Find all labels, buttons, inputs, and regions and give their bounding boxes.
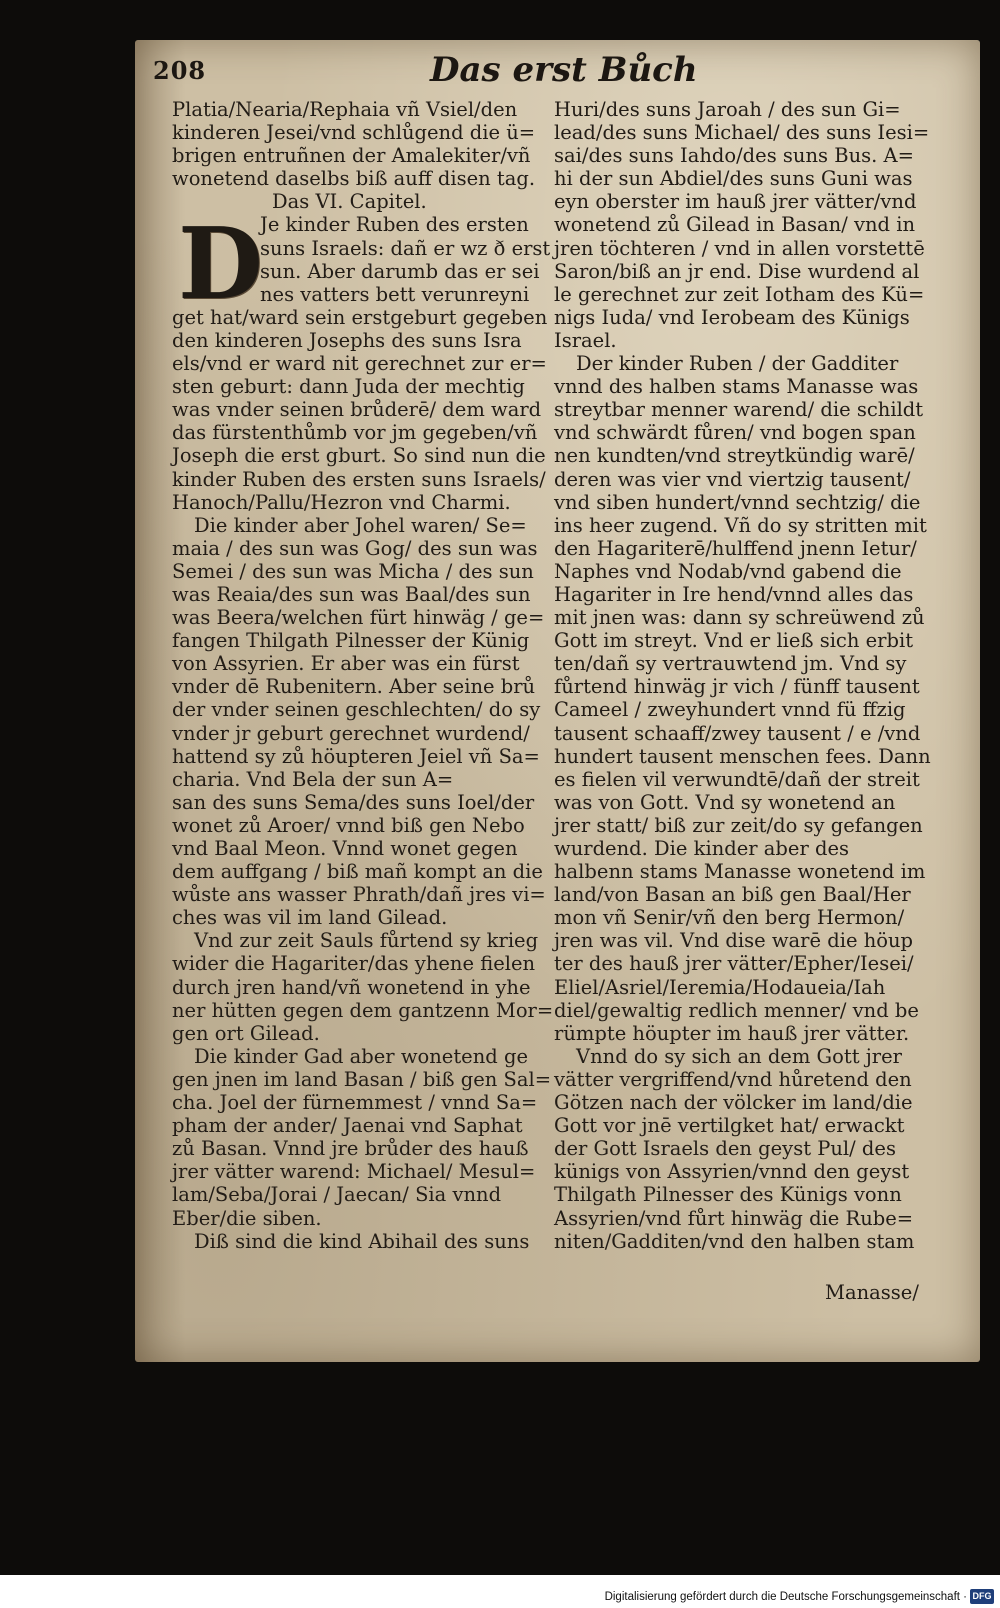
text-line: das fürstenthůmb vor jm gegeben/vñ [172, 421, 538, 445]
text-line: Hanoch/Pallu/Hezron vnd Charmi. [172, 490, 511, 514]
text-line: lam/Seba/Jorai / Jaecan/ Sia vnnd [172, 1183, 502, 1207]
running-title: Das erst Bůch [430, 50, 698, 90]
text-line: nen kundten/vnd streytkündig warē/ [554, 444, 915, 468]
text-line: vnder jr geburt gerechnet wurdend/ [172, 721, 530, 745]
text-line: Je kinder Ruben des ersten [260, 213, 529, 237]
text-line: was vnder seinen brůderē/ dem ward [172, 398, 542, 422]
text-line: streytbar menner warend/ die schildt [554, 398, 924, 422]
text-line: san des suns Sema/des suns Ioel/der [172, 790, 535, 814]
text-line: Vnnd do sy sich an dem Gott jrer [576, 1044, 902, 1068]
text-line: suns Israels: dañ er wz ð erst [260, 236, 551, 260]
text-line: durch jren hand/vñ wonetend in yhe [172, 975, 531, 999]
text-line: was von Gott. Vnd sy wonetend an [554, 790, 896, 814]
text-line: eyn oberster im hauß jrer vätter/vnd [554, 190, 917, 214]
text-line: le gerechnet zur zeit Iotham des Kü= [554, 282, 925, 306]
text-line: Semei / des sun was Micha / des sun [172, 559, 534, 583]
text-line: cha. Joel der fürnemmest / vnnd Sa= [172, 1091, 538, 1115]
text-line: jrer statt/ biß zur zeit/do sy gefangen [554, 813, 923, 837]
text-line: vnd schwärdt fůren/ vnd bogen span [554, 421, 916, 445]
text-line: niten/Gadditen/vnd den halben stam [554, 1229, 915, 1253]
text-line: Hagariter in Ire hend/vnnd alles das [554, 582, 914, 606]
text-line: mon vñ Senir/vñ den berg Hermon/ [554, 906, 905, 930]
text-line: sun. Aber darumb das er sei [260, 259, 540, 283]
text-line: Israel. [554, 328, 617, 352]
text-line: Assyrien/vnd fůrt hinwäg die Rube= [554, 1206, 914, 1230]
text-line: land/von Basan an biß gen Baal/Her [554, 883, 911, 907]
text-line: Thilgath Pilnesser des Künigs vonn [554, 1183, 902, 1207]
page-number: 208 [153, 56, 207, 85]
text-line: was Reaia/des sun was Baal/des sun [172, 582, 531, 606]
right-text-column [554, 98, 954, 1253]
text-line: diel/gewaltig redlich menner/ vnd be [554, 998, 919, 1022]
text-line: nes vatters bett verunreyni [260, 282, 530, 306]
text-line: wonetend zů Gilead in Basan/ vnd in [554, 213, 916, 237]
text-line: brigen entruñnen der Amalekiter/vñ [172, 144, 531, 168]
text-line: vnder dē Rubenitern. Aber seine brů [172, 675, 536, 699]
text-line: es fielen vil verwundtē/dañ der streit [554, 767, 920, 791]
text-line: Eliel/Asriel/Ieremia/Hodaueia/Iah [554, 975, 886, 999]
text-line: künigs von Assyrien/vnnd den geyst [554, 1160, 910, 1184]
text-line: ter des hauß jrer vätter/Epher/Iesei/ [554, 952, 914, 976]
text-line: vätter vergriffend/vnd hůretend den [554, 1067, 912, 1091]
text-line: kinder Ruben des ersten suns Israels/ [172, 467, 546, 491]
text-line: ten/dañ sy vertrauwtend jm. Vnd sy [554, 652, 907, 676]
left-text-column [172, 98, 554, 1253]
text-line: den Hagariterē/hulffend jnenn Ietur/ [554, 536, 917, 560]
text-line: hi der sun Abdiel/des suns Guni was [554, 167, 913, 191]
text-line: der Gott Israels den geyst Pul/ des [554, 1137, 896, 1161]
text-line: sai/des suns Iahdo/des suns Bus. A= [554, 144, 914, 168]
text-line: zů Basan. Vnnd jre brůder des hauß [172, 1137, 529, 1161]
drop-cap-initial: D [178, 207, 263, 322]
text-line: wider die Hagariter/das yhene fielen [172, 952, 536, 976]
text-line: Vnd zur zeit Sauls fůrtend sy krieg [194, 929, 539, 953]
text-line: Diß sind die kind Abihail des suns [194, 1229, 530, 1253]
text-line: Die kinder Gad aber wonetend ge [194, 1044, 528, 1068]
text-line: charia. Vnd Bela der sun A= [172, 767, 454, 791]
chapter-heading: Das VI. Capitel. [272, 190, 427, 214]
text-line: Der kinder Ruben / der Gadditer [576, 352, 899, 376]
text-line: fangen Thilgath Pilnesser der Künig [172, 629, 530, 653]
text-line: get hat/ward sein erstgeburt gegeben [172, 305, 548, 329]
text-line: fůrtend hinwäg jr vich / fünff tausent [554, 675, 920, 699]
text-line: hattend sy zů höupteren Jeiel vñ Sa= [172, 744, 540, 768]
text-line: gen ort Gilead. [172, 1021, 320, 1045]
text-line: wurdend. Die kinder aber des [554, 837, 849, 860]
text-line: pham der ander/ Jaenai vnd Saphat [172, 1114, 523, 1138]
text-line: Joseph die erst gburt. So sind nun die [172, 444, 546, 468]
text-line: halbenn stams Manasse wonetend im [554, 860, 926, 884]
text-line: jrer vätter warend: Michael/ Mesul= [172, 1160, 536, 1184]
text-line: jren töchteren / vnd in allen vorstettē [554, 236, 925, 260]
text-line: Huri/des suns Jaroah / des sun Gi= [554, 98, 901, 121]
text-line: den kinderen Josephs des suns Isra [172, 328, 522, 352]
text-line: rümpte höupter im hauß jrer vätter. [554, 1021, 910, 1045]
text-line: ches was vil im land Gilead. [172, 906, 448, 930]
text-line: vnd siben hundert/vnnd sechtzig/ die [554, 490, 921, 514]
text-line: wonet zů Aroer/ vnnd biß gen Nebo [172, 813, 525, 837]
text-line: vnd Baal Meon. Vnnd wonet gegen [172, 837, 518, 860]
text-line: Cameel / zweyhundert vnnd fü ffzig [554, 698, 906, 722]
text-line: Naphes vnd Nodab/vnd gabend die [554, 559, 902, 583]
text-line: mit jnen was: dann sy schreüwend zů [554, 606, 925, 630]
text-line: wonetend daselbs biß auff disen tag. [172, 167, 536, 191]
text-line: tausent schaaff/zwey tausent / e /vnd [554, 721, 921, 745]
text-line: ner hütten gegen dem gantzenn Mor= [172, 998, 554, 1022]
text-line: Gott im streyt. Vnd er ließ sich erbit [554, 629, 914, 653]
text-line: Gott vor jnē vertilgket hat/ erwackt [554, 1114, 905, 1138]
text-line: was Beera/welchen fürt hinwäg / ge= [172, 606, 545, 630]
text-line: jren was vil. Vnd dise warē die höup [554, 929, 914, 953]
text-line: der vnder seinen geschlechten/ do sy [172, 698, 541, 722]
text-line: gen jnen im land Basan / biß gen Sal= [172, 1067, 552, 1091]
dfg-logo: DFG [970, 1589, 994, 1604]
text-line: els/vnd er ward nit gerechnet zur er= [172, 352, 547, 376]
text-line: von Assyrien. Er aber was ein fürst [172, 652, 520, 676]
catchword: Manasse/ [825, 1281, 919, 1304]
text-line: lead/des suns Michael/ des suns Iesi= [554, 121, 930, 145]
funding-credit: Digitalisierung gefördert durch die Deutsche Forschungsgemeinschaft · [604, 1591, 967, 1603]
text-line: Götzen nach der völcker im land/die [554, 1091, 913, 1115]
text-line: nigs Iuda/ vnd Ierobeam des Künigs [554, 305, 910, 329]
text-line: dem auffgang / biß mañ kompt an die [172, 860, 543, 884]
text-line: Saron/biß an jr end. Dise wurdend al [554, 259, 920, 283]
text-line: Platia/Nearia/Rephaia vñ Vsiel/den [172, 98, 518, 121]
text-line: maia / des sun was Gog/ des sun was [172, 536, 538, 560]
text-line: vnnd des halben stams Manasse was [554, 375, 919, 399]
text-line: sten geburt: dann Juda der mechtig [172, 375, 525, 399]
text-line: hundert tausent menschen fees. Dann [554, 744, 931, 768]
text-line: kinderen Jesei/vnd schlůgend die ü= [172, 121, 536, 145]
text-line: ins heer zugend. Vñ do sy stritten mit [554, 513, 927, 537]
text-line: Eber/die siben. [172, 1206, 322, 1230]
text-line: deren was vier vnd viertzig tausent/ [554, 467, 911, 491]
text-line: Die kinder aber Johel waren/ Se= [194, 513, 527, 537]
text-line: wůste ans wasser Phrath/dañ jres vi= [172, 883, 546, 907]
